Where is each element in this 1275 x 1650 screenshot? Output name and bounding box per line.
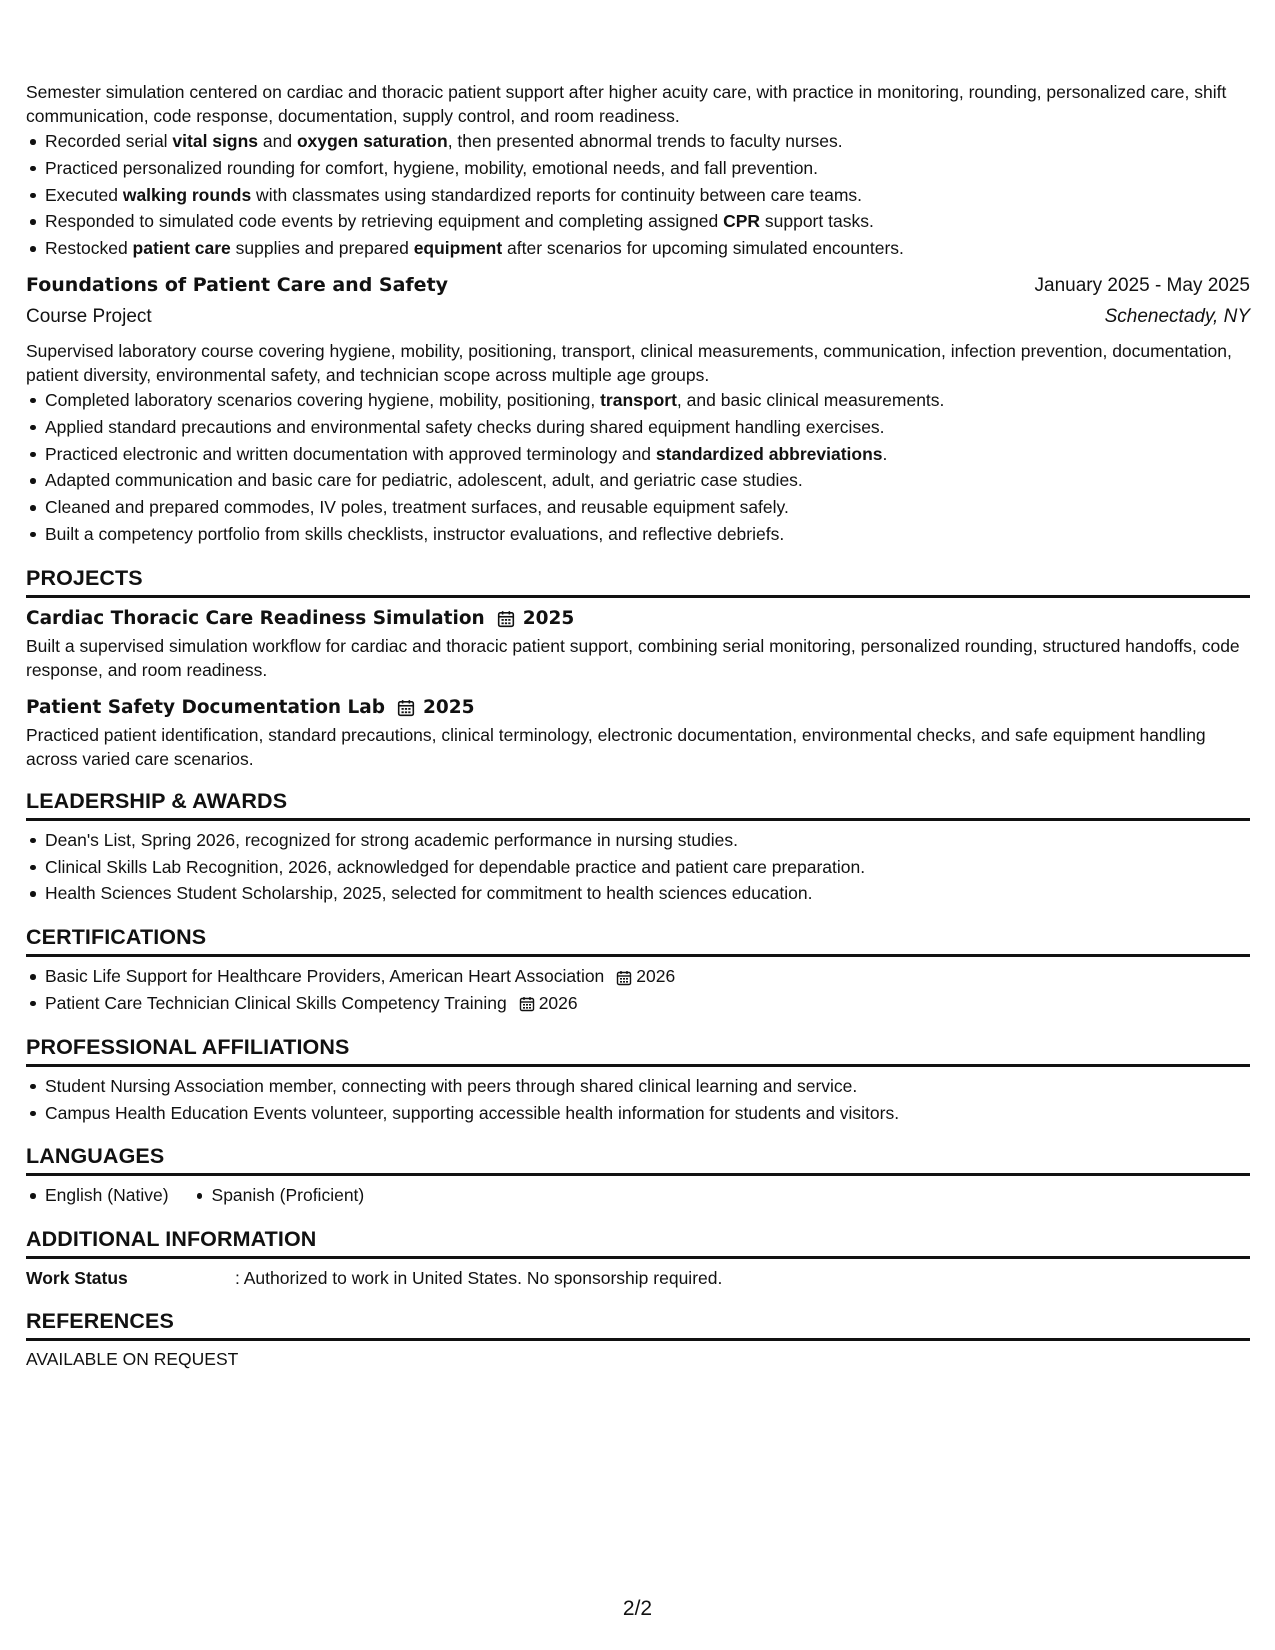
course-bullet: Built a competency portfolio from skills checklists, instructor evaluations, and reflective debriefs. [26, 521, 1250, 548]
language-list [26, 1182, 1250, 1209]
intro-bullet: Recorded serial vital signs and oxygen saturation, then presented abnormal trends to faculty nurses. [26, 128, 1250, 155]
page-number: 2/2 [622, 1597, 653, 1620]
work-status-label: Work Status [26, 1268, 128, 1289]
references-text: AVAILABLE ON REQUEST [26, 1349, 239, 1370]
course-bullet: Completed laboratory scenarios covering hygiene, mobility, positioning, transport, and basic clinical measurements. [26, 387, 1250, 414]
leadership-list [26, 827, 1250, 907]
calendar-icon [397, 699, 415, 717]
course-paragraph: Supervised laboratory course covering hygiene, mobility, positioning, transport, clinical measurements, communication, infection prevention, documentation, patient diversity, environmental safety, and technician scope across multiple age groups. [26, 340, 1232, 385]
project-description: Practiced patient identification, standard precautions, clinical terminology, electronic documentation, environmental checks, and safe equipment handling across varied care scenarios. [26, 724, 1206, 769]
certification-list [26, 963, 1250, 1017]
section-heading-projects: PROJECTS [26, 564, 1250, 598]
work-status-row [26, 1265, 1250, 1291]
course-subtitle: Course Project [26, 305, 152, 327]
intro-bullet: Responded to simulated code events by retrieving equipment and completing assigned CPR support tasks. [26, 208, 1250, 235]
course-bullet: Practiced electronic and written documentation with approved terminology and standardized abbreviations. [26, 441, 1250, 468]
course-bullet: Applied standard precautions and environmental safety checks during shared equipment handling exercises. [26, 414, 1250, 441]
project-title: Patient Safety Documentation Lab [26, 696, 386, 718]
intro-bullet: Restocked patient care supplies and prepared equipment after scenarios for upcoming simulated encounters. [26, 235, 1250, 262]
leadership-item: Clinical Skills Lab Recognition, 2026, acknowledged for dependable practice and patient care preparation. [26, 854, 1250, 881]
section-heading-additional: ADDITIONAL INFORMATION [26, 1225, 1250, 1259]
course-location: Schenectady, NY [1104, 305, 1250, 327]
intro-paragraph: Semester simulation centered on cardiac and thoracic patient support after higher acuity care, with practice in monitoring, rounding, personalized care, shift communication, code response, documentation, supply control, and room readiness. [26, 82, 1227, 126]
course-bullet: Adapted communication and basic care for pediatric, adolescent, adult, and geriatric case studies. [26, 467, 1250, 494]
project-title: Cardiac Thoracic Care Readiness Simulation [26, 607, 485, 629]
affiliation-list [26, 1073, 1250, 1127]
course-entry [26, 270, 1250, 548]
course-bullet: Cleaned and prepared commodes, IV poles, treatment surfaces, and reusable equipment safely. [26, 494, 1250, 521]
section-heading-leadership: LEADERSHIP & AWARDS [26, 787, 1250, 821]
certification-name: Patient Care Technician Clinical Skills Competency Training [45, 992, 507, 1013]
language-item: English (Native) [26, 1182, 169, 1209]
section-heading-languages: LANGUAGES [26, 1142, 1250, 1176]
course-dates: January 2025 - May 2025 [1034, 274, 1250, 296]
section-heading-references: REFERENCES [26, 1307, 1250, 1341]
project-description: Built a supervised simulation workflow for cardiac and thoracic patient support, combining serial monitoring, personalized rounding, structured handoffs, code response, and room readiness. [26, 635, 1240, 680]
certification-year: 2026 [538, 992, 578, 1013]
calendar-icon [616, 970, 632, 986]
project-year: 2025 [522, 607, 575, 629]
project-item [26, 604, 1250, 682]
intro-bullet: Executed walking rounds with classmates using standardized reports for continuity between care teams. [26, 182, 1250, 209]
section-heading-certifications: CERTIFICATIONS [26, 923, 1250, 957]
certification-item [26, 990, 1250, 1017]
certification-name: Basic Life Support for Healthcare Providers, American Heart Association [45, 966, 605, 987]
work-status-value: : Authorized to work in United States. No sponsorship required. [235, 1268, 723, 1289]
affiliation-item: Student Nursing Association member, connecting with peers through shared clinical learning and service. [26, 1073, 1250, 1100]
leadership-item: Health Sciences Student Scholarship, 2025, selected for commitment to health sciences education. [26, 880, 1250, 907]
resume-page [26, 80, 1250, 1371]
language-item: Spanish (Proficient) [193, 1182, 365, 1209]
certification-year: 2026 [636, 966, 676, 987]
project-year: 2025 [423, 696, 475, 718]
project-item [26, 693, 1250, 771]
intro-bullet: Practiced personalized rounding for comfort, hygiene, mobility, emotional needs, and fall prevention. [26, 155, 1250, 182]
course-bullet-list [26, 387, 1250, 548]
calendar-icon [519, 996, 535, 1012]
affiliation-item: Campus Health Education Events volunteer, supporting accessible health information for students and visitors. [26, 1100, 1250, 1127]
leadership-item: Dean's List, Spring 2026, recognized for strong academic performance in nursing studies. [26, 827, 1250, 854]
calendar-icon [497, 610, 515, 628]
intro-bullet-list [26, 128, 1250, 262]
course-title: Foundations of Patient Care and Safety [26, 273, 449, 296]
section-heading-affiliations: PROFESSIONAL AFFILIATIONS [26, 1033, 1250, 1067]
certification-item [26, 963, 1250, 990]
